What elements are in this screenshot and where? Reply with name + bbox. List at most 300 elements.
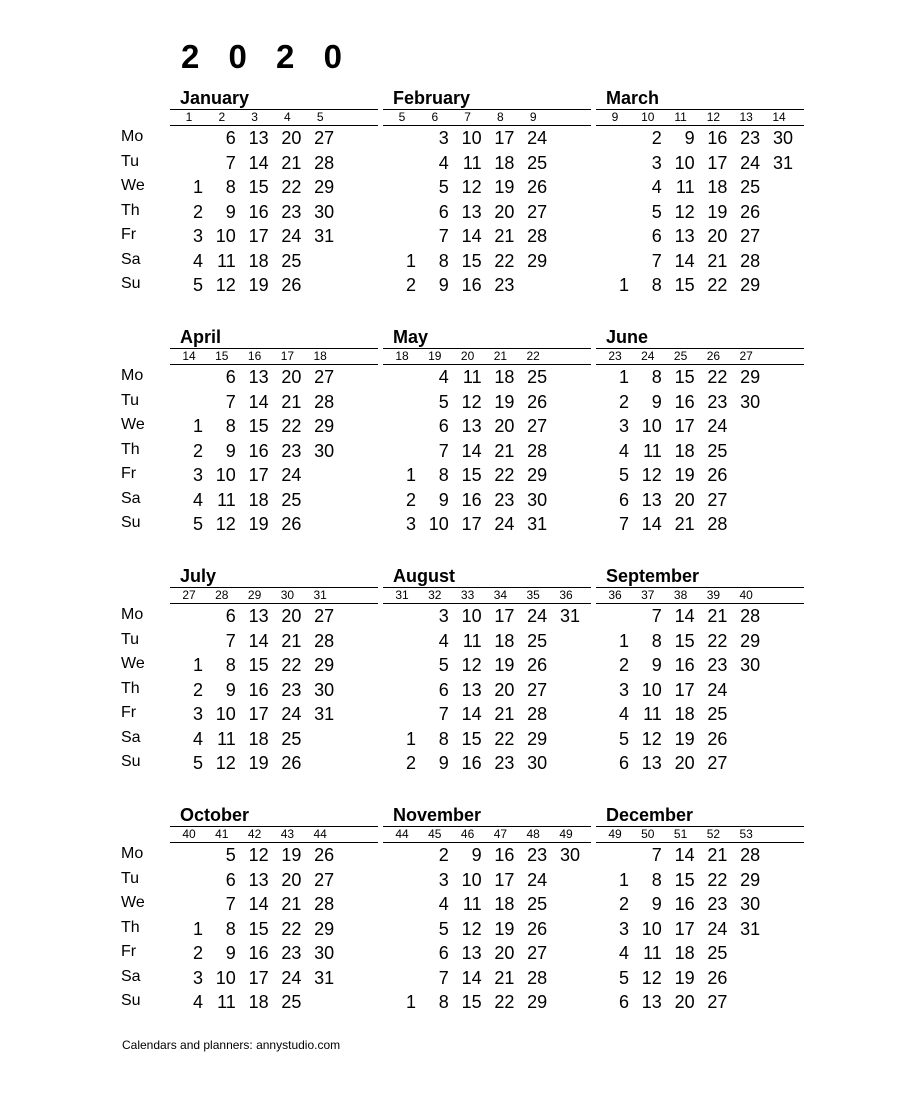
day-cell: 26 <box>314 845 335 865</box>
day-cell: 6 <box>618 489 629 510</box>
day-cell: 11 <box>462 630 482 651</box>
day-cell: 28 <box>740 250 761 271</box>
day-cell: 7 <box>438 967 449 988</box>
day-grid <box>596 845 836 1015</box>
day-cell: 6 <box>618 753 629 773</box>
day-cell: 17 <box>248 226 269 246</box>
week-number: 36 <box>608 588 622 602</box>
week-number: 17 <box>280 349 295 363</box>
day-cell: 9 <box>651 391 662 412</box>
day-cell: 6 <box>225 128 236 148</box>
day-cell: 13 <box>461 416 482 436</box>
day-cell: 13 <box>674 226 695 246</box>
day-cell: 24 <box>281 967 302 988</box>
day-cell: 19 <box>248 275 269 295</box>
day-cell: 8 <box>651 869 662 890</box>
day-cell: 10 <box>461 606 482 626</box>
day-cell: 16 <box>674 391 695 412</box>
day-cell: 30 <box>740 655 761 675</box>
day-cell: 16 <box>674 894 695 914</box>
day-cell: 2 <box>192 943 203 963</box>
month-april <box>180 327 378 557</box>
day-cell: 15 <box>248 177 269 197</box>
day-cell: 26 <box>281 275 302 295</box>
day-grid <box>170 128 410 298</box>
weekday-label: We <box>121 177 145 194</box>
day-cell: 5 <box>192 275 203 295</box>
day-cell: 19 <box>707 201 728 222</box>
day-cell: 16 <box>707 128 728 148</box>
day-cell: 12 <box>461 655 482 675</box>
day-cell: 11 <box>675 177 695 197</box>
day-cell: 30 <box>772 128 793 148</box>
day-cell: 3 <box>438 869 449 890</box>
day-cell: 1 <box>618 630 629 651</box>
day-cell: 3 <box>192 967 203 988</box>
day-cell: 31 <box>559 606 580 626</box>
day-cell: 14 <box>248 630 269 651</box>
day-cell: 31 <box>314 226 335 246</box>
day-cell: 17 <box>461 514 482 534</box>
day-grid <box>596 128 836 298</box>
day-cell: 6 <box>225 606 236 626</box>
day-cell: 2 <box>618 894 629 914</box>
month-name: May <box>393 327 429 347</box>
day-cell: 2 <box>405 753 416 773</box>
day-cell: 23 <box>527 845 548 865</box>
week-number: 9 <box>611 110 619 124</box>
day-cell: 27 <box>740 226 761 246</box>
day-cell: 1 <box>192 918 203 939</box>
week-number: 5 <box>316 110 324 124</box>
day-cell: 22 <box>494 250 515 271</box>
day-cell: 17 <box>494 606 515 626</box>
day-cell: 19 <box>248 753 269 773</box>
day-cell: 6 <box>438 416 449 436</box>
weekday-label: Sa <box>121 250 141 268</box>
week-number: 38 <box>673 588 688 602</box>
month-name: June <box>606 327 649 347</box>
day-cell: 9 <box>225 679 236 700</box>
day-cell: 26 <box>281 514 302 534</box>
day-cell: 15 <box>674 869 695 890</box>
weekday-label: Fr <box>121 943 137 960</box>
week-number: 14 <box>182 349 196 363</box>
day-cell: 5 <box>618 465 629 485</box>
month-june <box>606 327 804 557</box>
day-cell: 21 <box>494 226 515 246</box>
day-cell: 18 <box>494 152 515 173</box>
day-cell: 14 <box>461 440 482 461</box>
day-cell: 15 <box>461 465 482 485</box>
week-number: 25 <box>673 349 688 363</box>
day-cell: 20 <box>674 489 695 510</box>
day-cell: 22 <box>281 416 302 436</box>
week-number: 30 <box>280 588 295 602</box>
day-cell: 24 <box>494 514 515 534</box>
day-cell: 4 <box>651 177 662 197</box>
day-cell: 13 <box>248 606 269 626</box>
day-cell: 19 <box>494 177 515 197</box>
day-cell: 19 <box>281 845 302 865</box>
day-cell: 13 <box>248 869 269 890</box>
week-divider <box>170 364 378 365</box>
day-cell: 19 <box>674 728 695 749</box>
day-cell: 18 <box>248 250 269 271</box>
weekday-label: Sa <box>121 489 141 507</box>
week-numbers <box>170 110 390 124</box>
day-cell: 7 <box>225 894 236 914</box>
week-number: 27 <box>182 588 196 602</box>
day-cell: 11 <box>462 894 482 914</box>
day-cell: 21 <box>674 514 695 534</box>
day-cell: 23 <box>494 489 515 510</box>
day-cell: 4 <box>192 728 203 749</box>
week-divider <box>596 842 804 843</box>
weekday-label: Mo <box>121 606 144 623</box>
week-numbers <box>170 588 390 602</box>
day-cell: 25 <box>527 630 548 651</box>
day-cell: 27 <box>707 753 728 773</box>
day-cell: 2 <box>651 128 662 148</box>
day-cell: 26 <box>707 465 728 485</box>
day-cell: 31 <box>314 967 335 988</box>
month-november <box>393 805 591 1035</box>
day-cell: 4 <box>192 992 203 1012</box>
day-cell: 2 <box>405 275 416 295</box>
day-cell: 27 <box>527 201 548 222</box>
day-cell: 20 <box>281 606 302 626</box>
day-cell: 7 <box>651 606 662 626</box>
weekday-label: Mo <box>121 845 144 862</box>
day-cell: 10 <box>641 918 662 939</box>
day-cell: 29 <box>740 869 761 890</box>
day-cell: 24 <box>281 465 302 485</box>
day-cell: 8 <box>438 465 449 485</box>
day-cell: 7 <box>225 391 236 412</box>
day-cell: 28 <box>707 514 728 534</box>
day-cell: 10 <box>215 967 236 988</box>
day-cell: 29 <box>740 367 761 387</box>
day-cell: 28 <box>740 606 761 626</box>
day-cell: 29 <box>314 918 335 939</box>
week-numbers <box>170 349 390 363</box>
weekday-label: Th <box>121 679 140 697</box>
day-cell: 10 <box>674 152 695 173</box>
weekday-label: We <box>121 416 145 433</box>
day-cell: 5 <box>192 753 203 773</box>
week-divider <box>170 125 378 126</box>
day-cell: 1 <box>405 465 416 485</box>
day-cell: 8 <box>225 177 236 197</box>
day-cell: 5 <box>438 391 449 412</box>
day-cell: 30 <box>314 440 335 461</box>
day-grid <box>383 367 623 537</box>
month-july <box>180 566 378 796</box>
week-divider <box>170 603 378 604</box>
weekday-label: Tu <box>121 869 140 887</box>
day-cell: 4 <box>438 367 449 387</box>
weekday-label: Sa <box>121 728 141 746</box>
day-cell: 27 <box>314 606 335 626</box>
week-number: 23 <box>608 349 622 363</box>
day-cell: 15 <box>461 728 482 749</box>
day-cell: 13 <box>248 367 269 387</box>
day-cell: 24 <box>707 416 728 436</box>
day-cell: 22 <box>494 992 515 1012</box>
day-cell: 30 <box>740 391 761 412</box>
day-cell: 8 <box>438 992 449 1012</box>
month-name: March <box>606 88 660 108</box>
day-cell: 25 <box>281 992 302 1012</box>
weekday-label: Th <box>121 918 140 936</box>
day-cell: 15 <box>248 416 269 436</box>
day-cell: 24 <box>707 918 728 939</box>
day-cell: 7 <box>438 440 449 461</box>
day-cell: 2 <box>192 440 203 461</box>
day-cell: 13 <box>641 992 662 1012</box>
day-cell: 11 <box>462 367 482 387</box>
day-cell: 16 <box>461 489 482 510</box>
week-divider <box>383 125 591 126</box>
day-cell: 12 <box>641 728 662 749</box>
day-cell: 5 <box>225 845 236 865</box>
day-cell: 16 <box>248 943 269 963</box>
day-cell: 9 <box>651 894 662 914</box>
week-number: 13 <box>739 110 753 124</box>
week-divider <box>596 603 804 604</box>
day-cell: 21 <box>494 967 515 988</box>
month-march <box>606 88 804 318</box>
week-number: 8 <box>497 110 504 124</box>
day-cell: 19 <box>674 465 695 485</box>
day-cell: 9 <box>225 943 236 963</box>
day-cell: 2 <box>618 655 629 675</box>
day-cell: 11 <box>217 992 236 1012</box>
day-cell: 23 <box>494 753 515 773</box>
day-cell: 6 <box>225 367 236 387</box>
day-cell: 8 <box>651 630 662 651</box>
day-cell: 19 <box>494 918 515 939</box>
day-cell: 21 <box>707 606 728 626</box>
day-cell: 10 <box>428 514 449 534</box>
day-cell: 20 <box>674 753 695 773</box>
week-number: 16 <box>247 349 262 363</box>
month-name: September <box>606 566 700 586</box>
week-number: 28 <box>215 588 229 602</box>
day-cell: 4 <box>618 440 629 461</box>
week-number: 32 <box>428 588 442 602</box>
week-numbers <box>596 349 816 363</box>
month-december <box>606 805 804 1035</box>
day-cell: 14 <box>674 606 695 626</box>
day-cell: 4 <box>438 152 449 173</box>
day-cell: 2 <box>438 845 449 865</box>
week-number: 27 <box>739 349 753 363</box>
day-cell: 4 <box>618 704 629 724</box>
week-number: 12 <box>706 110 721 124</box>
day-cell: 21 <box>494 440 515 461</box>
day-cell: 16 <box>494 845 515 865</box>
day-grid <box>383 606 623 776</box>
day-cell: 24 <box>527 869 548 890</box>
day-cell: 9 <box>438 489 449 510</box>
day-cell: 13 <box>641 753 662 773</box>
day-cell: 6 <box>438 679 449 700</box>
day-cell: 22 <box>707 367 728 387</box>
day-cell: 29 <box>527 250 548 271</box>
day-cell: 14 <box>248 391 269 412</box>
day-cell: 27 <box>527 679 548 700</box>
month-name: November <box>393 805 482 825</box>
day-cell: 3 <box>438 128 449 148</box>
day-cell: 23 <box>281 943 302 963</box>
day-cell: 23 <box>707 655 728 675</box>
day-cell: 22 <box>707 275 728 295</box>
week-number: 49 <box>559 827 573 841</box>
day-cell: 23 <box>707 894 728 914</box>
day-cell: 11 <box>217 489 236 510</box>
week-divider <box>170 842 378 843</box>
day-cell: 5 <box>651 201 662 222</box>
week-number: 24 <box>641 349 655 363</box>
week-numbers <box>383 827 603 841</box>
day-cell: 28 <box>527 704 548 724</box>
day-cell: 30 <box>527 489 548 510</box>
day-cell: 16 <box>248 201 269 222</box>
day-cell: 16 <box>461 753 482 773</box>
day-cell: 19 <box>494 391 515 412</box>
day-cell: 8 <box>225 416 236 436</box>
week-number: 18 <box>395 349 409 363</box>
day-cell: 28 <box>314 630 335 651</box>
weekday-label: We <box>121 894 145 911</box>
day-cell: 25 <box>707 943 728 963</box>
day-cell: 17 <box>674 679 695 700</box>
week-number: 40 <box>739 588 753 602</box>
week-divider <box>383 842 591 843</box>
day-cell: 22 <box>281 918 302 939</box>
day-cell: 6 <box>438 943 449 963</box>
day-cell: 8 <box>651 275 662 295</box>
day-cell: 7 <box>651 845 662 865</box>
day-cell: 6 <box>651 226 662 246</box>
day-cell: 5 <box>438 655 449 675</box>
week-number: 48 <box>526 827 540 841</box>
day-cell: 7 <box>438 226 449 246</box>
day-cell: 5 <box>618 728 629 749</box>
week-divider <box>383 603 591 604</box>
day-cell: 3 <box>192 704 203 724</box>
day-cell: 16 <box>674 655 695 675</box>
day-cell: 10 <box>461 869 482 890</box>
week-number: 44 <box>313 827 327 841</box>
weekday-label: Su <box>121 753 141 770</box>
day-cell: 25 <box>281 728 302 749</box>
week-divider <box>596 364 804 365</box>
day-cell: 10 <box>461 128 482 148</box>
day-cell: 29 <box>314 416 335 436</box>
week-number: 26 <box>706 349 721 363</box>
day-cell: 25 <box>707 440 728 461</box>
day-cell: 26 <box>707 967 728 988</box>
day-cell: 12 <box>674 201 695 222</box>
day-cell: 24 <box>527 128 548 148</box>
day-cell: 21 <box>707 250 728 271</box>
day-cell: 22 <box>494 465 515 485</box>
day-cell: 28 <box>527 226 548 246</box>
week-numbers <box>383 588 603 602</box>
day-cell: 12 <box>461 177 482 197</box>
day-cell: 12 <box>248 845 269 865</box>
day-cell: 8 <box>225 655 236 675</box>
month-january <box>180 88 378 318</box>
day-cell: 24 <box>740 152 761 173</box>
day-cell: 6 <box>618 992 629 1012</box>
day-cell: 31 <box>314 704 335 724</box>
weekday-label: Mo <box>121 128 144 145</box>
day-cell: 26 <box>281 753 302 773</box>
day-cell: 15 <box>674 275 695 295</box>
week-divider <box>596 125 804 126</box>
day-cell: 18 <box>248 728 269 749</box>
day-cell: 29 <box>527 465 548 485</box>
day-cell: 20 <box>494 679 515 700</box>
day-cell: 17 <box>674 918 695 939</box>
day-cell: 7 <box>618 514 629 534</box>
day-cell: 29 <box>527 728 548 749</box>
day-cell: 13 <box>248 128 269 148</box>
day-cell: 12 <box>215 514 236 534</box>
day-grid <box>170 367 410 537</box>
day-cell: 20 <box>494 416 515 436</box>
weekday-label: Tu <box>121 630 140 648</box>
week-number: 3 <box>251 110 258 124</box>
weekday-label: Su <box>121 514 141 531</box>
day-cell: 18 <box>674 440 695 461</box>
day-cell: 25 <box>527 894 548 914</box>
weekday-label: Tu <box>121 391 140 409</box>
day-cell: 11 <box>643 943 662 963</box>
day-cell: 25 <box>281 489 302 510</box>
day-cell: 28 <box>527 440 548 461</box>
day-cell: 3 <box>618 416 629 436</box>
day-grid <box>383 845 623 1015</box>
day-cell: 7 <box>225 152 236 173</box>
day-cell: 18 <box>674 704 695 724</box>
month-february <box>393 88 591 318</box>
week-number: 49 <box>608 827 622 841</box>
month-name: February <box>393 88 471 108</box>
day-cell: 16 <box>248 440 269 461</box>
week-number: 7 <box>464 110 471 124</box>
day-cell: 6 <box>438 201 449 222</box>
day-cell: 14 <box>461 967 482 988</box>
day-cell: 17 <box>674 416 695 436</box>
month-name: October <box>180 805 250 825</box>
day-cell: 21 <box>281 630 302 651</box>
day-cell: 18 <box>494 367 515 387</box>
day-cell: 3 <box>192 226 203 246</box>
day-cell: 3 <box>618 679 629 700</box>
week-number: 14 <box>772 110 786 124</box>
weekday-label: Th <box>121 201 140 219</box>
month-name: January <box>180 88 250 108</box>
week-number: 31 <box>313 588 327 602</box>
day-cell: 12 <box>641 967 662 988</box>
day-cell: 5 <box>438 177 449 197</box>
day-cell: 19 <box>248 514 269 534</box>
